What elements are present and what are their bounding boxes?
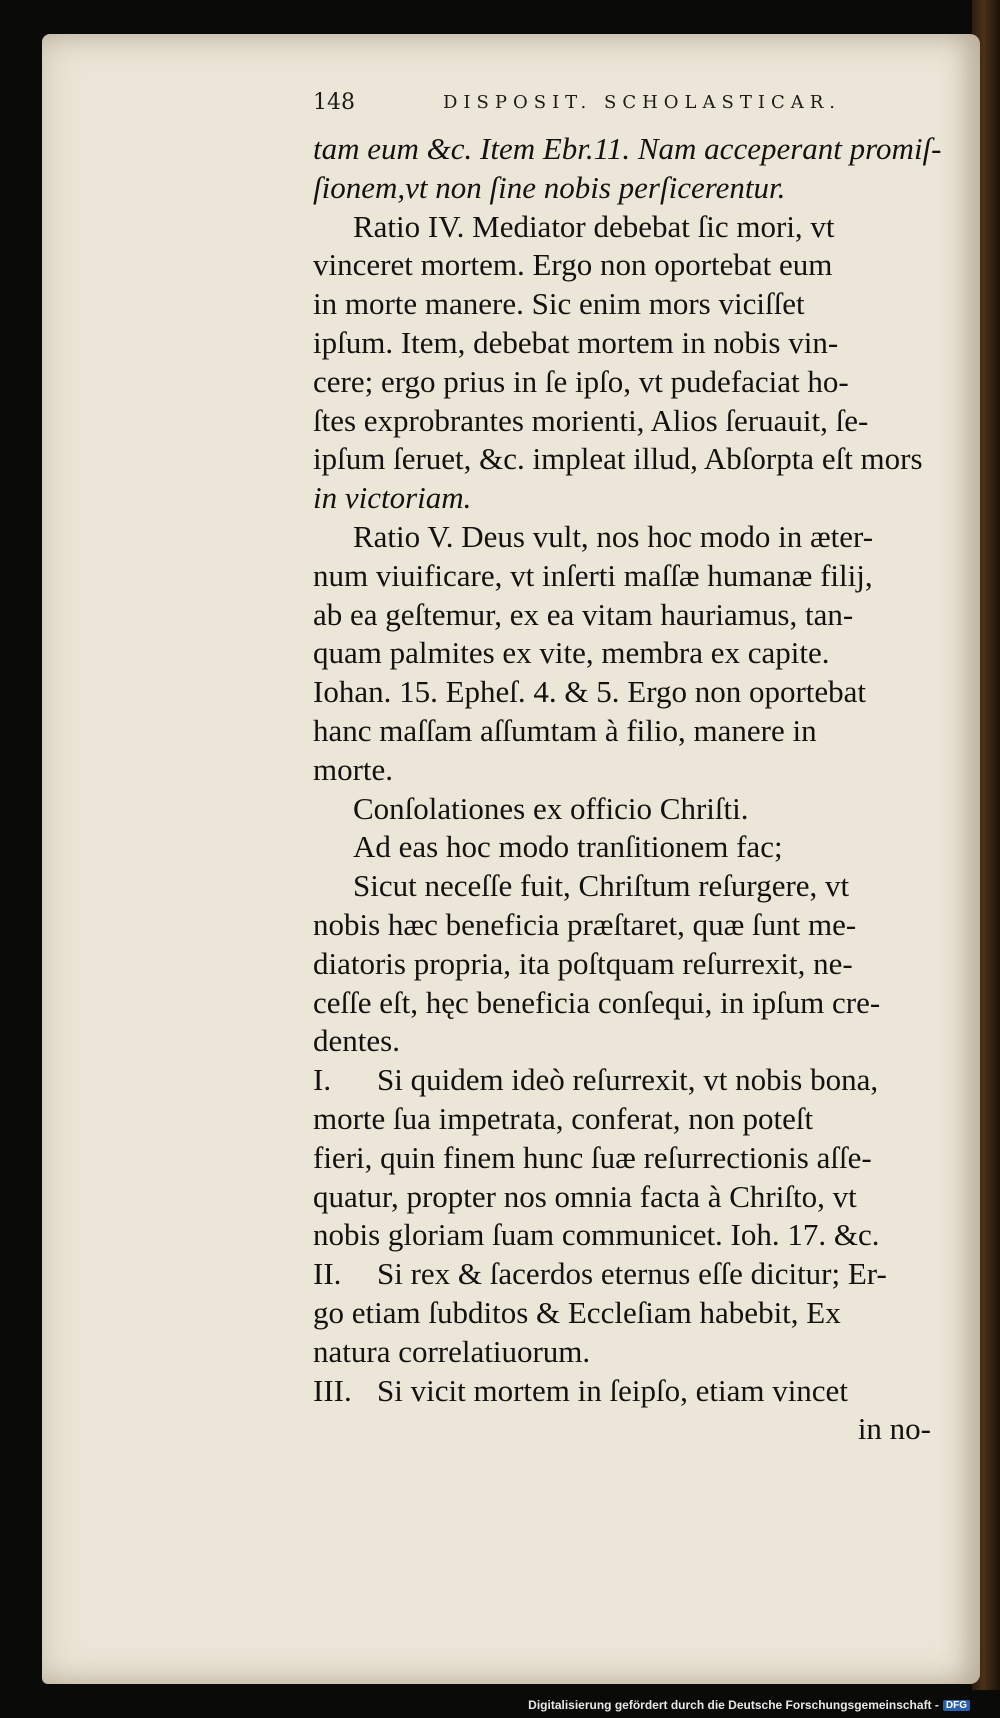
text-line: hanc maſſam aſſumtam à filio, manere in (313, 712, 817, 748)
item-text: Si quidem ideò reſurrexit, vt nobis bona, (377, 1062, 879, 1098)
text-line: diatoris propria, ita poſtquam reſurrexit, ne- (313, 945, 853, 981)
text-line: ceſſe eſt, hęc beneficia conſequi, in ipſum cre- (313, 984, 881, 1020)
text-line: ipſum. Item, debebat mortem in nobis vin- (313, 324, 839, 360)
text-line: vinceret mortem. Ergo non oportebat eum (313, 247, 833, 283)
item-marker: II. (313, 1256, 342, 1292)
text-line: fieri, quin finem hunc ſuæ reſurrectionis aſſe- (313, 1139, 872, 1175)
text-line: Ad eas hoc modo tranſitionem fac; (353, 829, 783, 865)
item-text: Si rex & ſacerdos eternus eſſe dicitur; Er- (377, 1256, 887, 1292)
item-marker: I. (313, 1062, 332, 1098)
text-line: ab ea geſtemur, ex ea vitam hauriamus, tan- (313, 596, 854, 632)
text-line: cere; ergo prius in ſe ipſo, vt pudefaciat ho- (313, 363, 849, 399)
text-line: in victoriam. (313, 480, 472, 516)
text-line: ſionem,vt non ſine nobis perſicerentur. (313, 169, 786, 205)
section-heading: Conſolationes ex officio Chriſti. (353, 790, 749, 826)
text-line: tam eum &c. Item Ebr.11. Nam acceperant promiſ- (313, 131, 942, 166)
text-line: Ratio IV. Mediator debebat ſic mori, vt (353, 208, 835, 244)
digitization-footer (528, 1698, 970, 1712)
text-line: quam palmites ex vite, membra ex capite. (313, 635, 830, 671)
text-line: morte. (313, 751, 394, 787)
text-line: ſtes exprobrantes morienti, Alios ſeruauit, ſe- (313, 402, 869, 438)
item-text: Si vicit mortem in ſeipſo, etiam vincet (377, 1372, 848, 1408)
text-line: nobis gloriam ſuam communicet. Ioh. 17. &c. (313, 1217, 880, 1253)
dfg-logo-icon: DFG (943, 1700, 970, 1711)
item-marker: III. (313, 1372, 352, 1408)
text-line: in morte manere. Sic enim mors viciſſet (313, 286, 805, 322)
page-number: 148 (313, 90, 355, 115)
text-line: nobis hæc beneficia præſtaret, quæ ſunt me- (313, 906, 857, 942)
text-line: ipſum ſeruet, &c. impleat illud, Abſorpta eſt mors (313, 441, 923, 477)
text-line: Ratio V. Deus vult, nos hoc modo in æter- (353, 518, 874, 554)
text-line: Sicut neceſſe fuit, Chriſtum reſurgere, vt (353, 868, 850, 904)
text-line: go etiam ſubditos & Eccleſiam habebit, Ex (313, 1294, 841, 1330)
numbered-line (313, 1061, 953, 1100)
text-line: quatur, propter nos omnia facta à Chriſto, vt (313, 1178, 857, 1214)
text-line: Iohan. 15. Epheſ. 4. & 5. Ergo non oportebat (313, 674, 867, 710)
catchword: in no- (857, 1411, 931, 1447)
text-line: morte ſua impetrata, conferat, non poteſt (313, 1100, 814, 1136)
running-head (313, 90, 873, 120)
text-line: num viuificare, vt inſerti maſſæ humanæ filij, (313, 557, 873, 593)
text-line: dentes. (313, 1023, 400, 1059)
numbered-line (313, 1255, 953, 1294)
text-block (313, 130, 953, 1449)
numbered-line (313, 1372, 953, 1411)
running-head-title: DISPOSIT. SCHOLASTICAR. (443, 92, 841, 113)
text-line: natura correlatiuorum. (313, 1333, 591, 1369)
footer-text: Digitalisierung gefördert durch die Deutsche Forschungsgemeinschaft - (528, 1698, 939, 1712)
